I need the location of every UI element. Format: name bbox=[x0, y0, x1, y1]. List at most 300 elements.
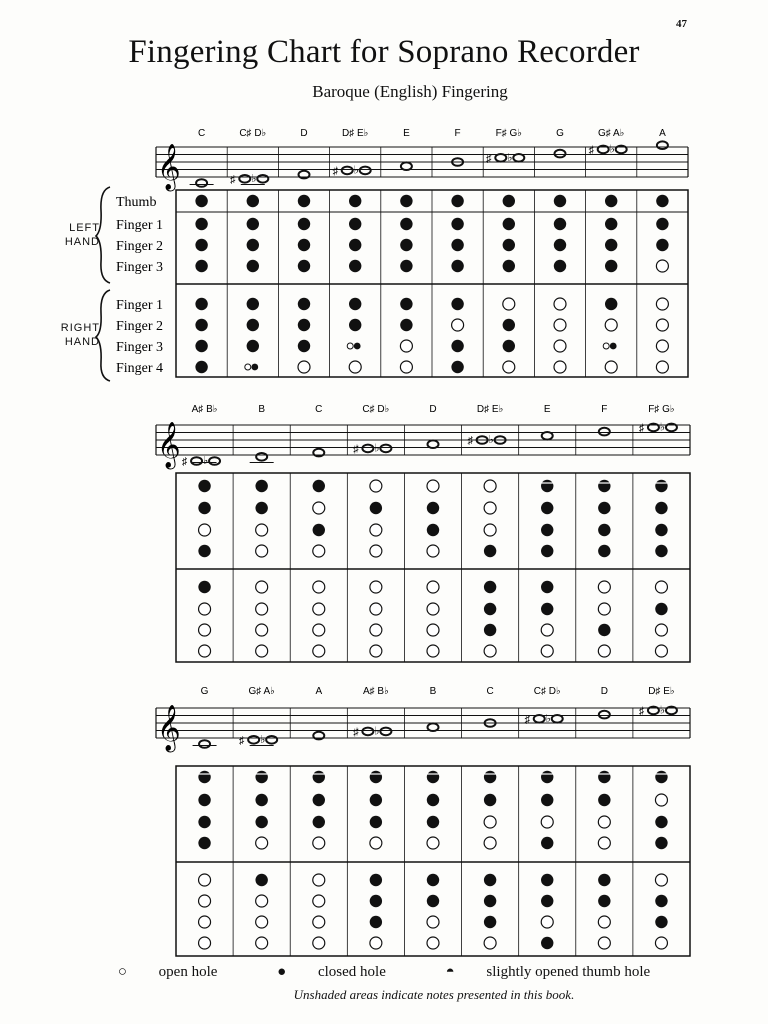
closed-hole bbox=[349, 195, 361, 207]
closed-hole bbox=[541, 581, 553, 593]
flat-sign: ♭ bbox=[545, 712, 551, 725]
half-open-thumb-hole bbox=[598, 480, 610, 492]
flat-sign: ♭ bbox=[353, 164, 359, 177]
closed-hole bbox=[255, 816, 267, 828]
open-hole bbox=[656, 340, 668, 352]
half-closed-hole bbox=[245, 364, 258, 371]
closed-hole bbox=[655, 895, 667, 907]
closed-hole bbox=[313, 816, 325, 828]
half-open-thumb-hole bbox=[655, 771, 667, 783]
sharp-sign: ♯ bbox=[638, 422, 645, 435]
open-hole bbox=[256, 581, 268, 593]
closed-hole bbox=[451, 195, 463, 207]
note-name: D♯ E♭ bbox=[648, 686, 675, 697]
closed-hole bbox=[298, 319, 310, 331]
row-label: Finger 2 bbox=[116, 239, 164, 254]
closed-hole bbox=[298, 340, 310, 352]
open-hole bbox=[313, 545, 325, 557]
whole-note bbox=[639, 704, 677, 717]
note-name: G bbox=[200, 686, 209, 697]
closed-hole bbox=[554, 195, 566, 207]
open-hole bbox=[598, 581, 610, 593]
closed-hole bbox=[655, 524, 667, 536]
closed-hole bbox=[598, 874, 610, 886]
closed-hole bbox=[598, 624, 610, 636]
closed-hole bbox=[247, 218, 259, 230]
open-hole bbox=[554, 319, 566, 331]
closed-hole bbox=[598, 895, 610, 907]
half-open-thumb-hole bbox=[198, 771, 210, 783]
note-name: G♯ A♭ bbox=[248, 686, 275, 697]
page-title: Fingering Chart for Soprano Recorder bbox=[128, 34, 640, 70]
open-hole bbox=[370, 524, 382, 536]
legend-open: ○ open hole bbox=[117, 964, 218, 980]
closed-hole bbox=[451, 361, 463, 373]
closed-hole bbox=[370, 895, 382, 907]
open-hole bbox=[605, 319, 617, 331]
sharp-sign: ♯ bbox=[230, 173, 236, 186]
closed-hole bbox=[400, 319, 412, 331]
open-hole bbox=[655, 794, 667, 806]
closed-hole bbox=[247, 239, 259, 251]
closed-hole bbox=[503, 195, 515, 207]
treble-clef-icon: 𝄞 bbox=[157, 422, 181, 468]
closed-hole bbox=[247, 340, 259, 352]
open-hole bbox=[503, 298, 515, 310]
closed-hole bbox=[598, 545, 610, 557]
open-hole bbox=[370, 837, 382, 849]
closed-hole bbox=[313, 794, 325, 806]
flat-sign: ♭ bbox=[374, 725, 380, 738]
page-subtitle: Baroque (English) Fingering bbox=[312, 82, 508, 101]
row-label: Thumb bbox=[116, 195, 157, 210]
closed-hole bbox=[427, 794, 439, 806]
flat-sign: ♭ bbox=[260, 733, 266, 746]
closed-hole bbox=[598, 502, 610, 514]
open-hole bbox=[256, 837, 268, 849]
open-hole bbox=[256, 895, 268, 907]
open-hole bbox=[484, 524, 496, 536]
closed-hole bbox=[554, 260, 566, 272]
whole-note bbox=[313, 449, 324, 457]
half-open-thumb-hole bbox=[541, 480, 553, 492]
whole-note bbox=[182, 455, 220, 468]
closed-hole bbox=[484, 603, 496, 615]
open-hole bbox=[313, 624, 325, 636]
row-label: Finger 1 bbox=[116, 298, 164, 313]
closed-hole bbox=[195, 340, 207, 352]
sharp-sign: ♯ bbox=[524, 713, 530, 726]
open-hole bbox=[427, 545, 439, 557]
closed-hole bbox=[451, 340, 463, 352]
whole-note bbox=[486, 152, 524, 165]
closed-hole bbox=[541, 895, 553, 907]
closed-hole bbox=[484, 874, 496, 886]
open-hole bbox=[400, 340, 412, 352]
closed-hole bbox=[298, 239, 310, 251]
closed-hole bbox=[198, 502, 210, 514]
note-name: F bbox=[454, 128, 461, 139]
note-name: A bbox=[659, 128, 666, 139]
closed-hole bbox=[541, 524, 553, 536]
closed-hole bbox=[605, 195, 617, 207]
open-hole bbox=[370, 603, 382, 615]
closed-hole bbox=[598, 524, 610, 536]
open-hole bbox=[199, 524, 211, 536]
open-hole bbox=[541, 816, 553, 828]
open-hole bbox=[199, 874, 211, 886]
fingering-grid bbox=[176, 766, 690, 956]
fingering-grid bbox=[176, 473, 690, 662]
row-label: Finger 4 bbox=[116, 361, 164, 376]
open-hole bbox=[370, 645, 382, 657]
sharp-sign: ♯ bbox=[353, 726, 359, 739]
row-label: Finger 1 bbox=[116, 218, 164, 233]
closed-hole bbox=[451, 239, 463, 251]
closed-hole bbox=[198, 581, 210, 593]
closed-hole bbox=[198, 816, 210, 828]
open-hole bbox=[655, 645, 667, 657]
closed-hole bbox=[370, 794, 382, 806]
open-hole bbox=[452, 319, 464, 331]
closed-hole bbox=[247, 298, 259, 310]
note-name: C♯ D♭ bbox=[362, 404, 390, 415]
flat-sign: ♭ bbox=[202, 455, 209, 467]
open-hole bbox=[427, 480, 439, 492]
whole-note bbox=[313, 732, 324, 740]
flat-sign: ♭ bbox=[251, 172, 257, 185]
open-hole bbox=[199, 624, 211, 636]
note-name: F bbox=[601, 404, 608, 415]
open-hole bbox=[256, 603, 268, 615]
half-open-thumb-hole bbox=[427, 771, 439, 783]
closed-hole bbox=[195, 260, 207, 272]
closed-hole bbox=[298, 218, 310, 230]
music-staff bbox=[156, 422, 690, 470]
closed-hole bbox=[298, 298, 310, 310]
closed-hole bbox=[198, 480, 210, 492]
whole-note bbox=[332, 164, 370, 177]
closed-hole bbox=[400, 218, 412, 230]
closed-hole bbox=[484, 916, 496, 928]
note-name: D bbox=[429, 404, 437, 415]
closed-hole bbox=[554, 218, 566, 230]
closed-hole bbox=[255, 502, 267, 514]
open-hole bbox=[484, 502, 496, 514]
closed-hole bbox=[427, 895, 439, 907]
open-hole bbox=[313, 502, 325, 514]
whole-note bbox=[428, 440, 439, 448]
open-hole bbox=[605, 361, 617, 373]
note-name: C bbox=[486, 686, 494, 697]
whole-note bbox=[555, 150, 566, 158]
closed-hole bbox=[195, 195, 207, 207]
half-open-thumb-hole bbox=[370, 771, 382, 783]
open-hole bbox=[427, 603, 439, 615]
note-name: C bbox=[197, 128, 206, 139]
open-hole bbox=[427, 937, 439, 949]
footnote: Unshaded areas indicate notes presented in this book. bbox=[293, 987, 575, 1002]
open-hole bbox=[313, 837, 325, 849]
closed-hole bbox=[541, 502, 553, 514]
open-hole bbox=[484, 645, 496, 657]
closed-hole bbox=[427, 502, 439, 514]
note-name: D bbox=[300, 128, 308, 139]
half-open-thumb-hole bbox=[598, 771, 610, 783]
note-name: F♯ G♭ bbox=[495, 128, 522, 139]
note-name: G♯ A♭ bbox=[597, 128, 625, 139]
whole-note bbox=[353, 725, 391, 738]
closed-hole bbox=[484, 794, 496, 806]
whole-note bbox=[428, 723, 439, 731]
closed-hole bbox=[451, 298, 463, 310]
open-hole bbox=[199, 895, 211, 907]
open-hole bbox=[313, 603, 325, 615]
closed-hole bbox=[198, 794, 210, 806]
note-name: B bbox=[258, 404, 266, 415]
flat-sign: ♭ bbox=[659, 421, 666, 434]
closed-hole bbox=[427, 874, 439, 886]
whole-note bbox=[353, 442, 391, 455]
whole-note bbox=[250, 453, 274, 463]
sharp-sign: ♯ bbox=[486, 152, 492, 165]
half-open-thumb-hole bbox=[484, 771, 496, 783]
open-hole bbox=[598, 837, 610, 849]
whole-note bbox=[467, 434, 505, 447]
page-number: 47 bbox=[676, 18, 687, 30]
closed-hole bbox=[484, 895, 496, 907]
note-name: E bbox=[403, 128, 410, 139]
flat-sign: ♭ bbox=[659, 704, 666, 717]
closed-hole bbox=[400, 260, 412, 272]
open-hole bbox=[598, 816, 610, 828]
open-hole bbox=[598, 603, 610, 615]
open-hole bbox=[256, 545, 268, 557]
closed-hole bbox=[349, 239, 361, 251]
half-open-thumb-hole bbox=[313, 771, 325, 783]
open-hole bbox=[554, 340, 566, 352]
open-hole bbox=[655, 874, 667, 886]
closed-hole bbox=[400, 239, 412, 251]
closed-hole bbox=[298, 260, 310, 272]
note-name: C bbox=[315, 404, 323, 415]
closed-hole bbox=[655, 916, 667, 928]
treble-clef-icon: 𝄞 bbox=[157, 144, 181, 190]
closed-hole bbox=[255, 794, 267, 806]
whole-note bbox=[239, 734, 277, 747]
legend-half: ◓ slightly opened thumb hole bbox=[445, 964, 651, 980]
closed-hole bbox=[503, 218, 515, 230]
open-hole bbox=[370, 581, 382, 593]
closed-hole bbox=[349, 260, 361, 272]
legend-closed: ● closed hole bbox=[277, 964, 386, 980]
open-hole bbox=[656, 260, 668, 272]
closed-hole bbox=[656, 218, 668, 230]
sharp-sign: ♯ bbox=[467, 435, 473, 447]
whole-note bbox=[657, 141, 668, 149]
closed-hole bbox=[400, 195, 412, 207]
legend bbox=[0, 964, 768, 981]
sharp-sign: ♯ bbox=[638, 705, 645, 718]
fingering-grid bbox=[176, 190, 688, 377]
note-name: C♯ D♭ bbox=[533, 686, 561, 697]
open-hole bbox=[598, 937, 610, 949]
closed-hole bbox=[255, 874, 267, 886]
open-hole bbox=[656, 319, 668, 331]
whole-note bbox=[599, 711, 610, 719]
closed-hole bbox=[298, 195, 310, 207]
closed-hole bbox=[541, 794, 553, 806]
closed-hole bbox=[605, 260, 617, 272]
note-name: D bbox=[600, 686, 608, 697]
note-name: E bbox=[543, 404, 551, 415]
open-hole bbox=[427, 916, 439, 928]
half-closed-hole bbox=[603, 343, 616, 350]
open-hole bbox=[199, 645, 211, 657]
note-name: G bbox=[556, 128, 564, 139]
open-hole bbox=[427, 624, 439, 636]
closed-hole bbox=[198, 837, 210, 849]
sharp-sign: ♯ bbox=[353, 443, 359, 456]
sharp-sign: ♯ bbox=[588, 144, 594, 157]
sharp-sign: ♯ bbox=[332, 165, 338, 178]
closed-hole bbox=[503, 239, 515, 251]
open-hole bbox=[370, 937, 382, 949]
open-hole bbox=[541, 916, 553, 928]
whole-note bbox=[599, 428, 610, 436]
closed-hole bbox=[349, 298, 361, 310]
closed-hole bbox=[195, 319, 207, 331]
closed-hole bbox=[655, 545, 667, 557]
closed-hole bbox=[451, 260, 463, 272]
whole-note bbox=[542, 432, 553, 440]
open-hole bbox=[256, 624, 268, 636]
closed-hole bbox=[247, 319, 259, 331]
open-hole bbox=[598, 916, 610, 928]
half-open-thumb-hole bbox=[541, 771, 553, 783]
closed-hole bbox=[195, 361, 207, 373]
closed-hole bbox=[605, 218, 617, 230]
open-hole bbox=[256, 937, 268, 949]
closed-hole bbox=[427, 524, 439, 536]
whole-note bbox=[230, 173, 268, 186]
closed-hole bbox=[313, 524, 325, 536]
open-hole bbox=[370, 545, 382, 557]
row-label: Finger 2 bbox=[116, 319, 164, 334]
sharp-sign: ♯ bbox=[181, 456, 188, 468]
closed-hole bbox=[541, 837, 553, 849]
half-closed-hole bbox=[347, 343, 360, 350]
closed-hole bbox=[370, 816, 382, 828]
closed-hole bbox=[313, 480, 325, 492]
closed-hole bbox=[451, 218, 463, 230]
whole-note bbox=[299, 171, 310, 179]
closed-hole bbox=[655, 502, 667, 514]
flat-sign: ♭ bbox=[507, 151, 513, 164]
note-name: F♯ G♭ bbox=[648, 404, 675, 415]
music-staff bbox=[156, 144, 688, 192]
row-label: Finger 3 bbox=[116, 340, 164, 355]
left-hand-label: LEFT HAND bbox=[64, 222, 100, 248]
closed-hole bbox=[655, 816, 667, 828]
closed-hole bbox=[484, 624, 496, 636]
closed-hole bbox=[554, 239, 566, 251]
note-name: D♯ E♭ bbox=[342, 128, 369, 139]
open-hole bbox=[400, 361, 412, 373]
note-name: A♯ B♭ bbox=[191, 404, 218, 415]
open-hole bbox=[256, 916, 268, 928]
closed-hole bbox=[503, 260, 515, 272]
open-hole bbox=[484, 816, 496, 828]
right-hand-brace bbox=[96, 290, 110, 381]
closed-hole bbox=[655, 603, 667, 615]
open-hole bbox=[427, 645, 439, 657]
closed-hole bbox=[195, 218, 207, 230]
open-hole bbox=[655, 581, 667, 593]
whole-note bbox=[639, 421, 677, 434]
half-open-thumb-hole bbox=[255, 771, 267, 783]
open-hole bbox=[313, 916, 325, 928]
open-hole bbox=[427, 581, 439, 593]
open-hole bbox=[199, 937, 211, 949]
open-hole bbox=[484, 837, 496, 849]
music-staff bbox=[156, 705, 690, 753]
whole-note bbox=[588, 143, 626, 156]
closed-hole bbox=[247, 195, 259, 207]
open-hole bbox=[256, 645, 268, 657]
open-hole bbox=[554, 361, 566, 373]
whole-note bbox=[401, 162, 412, 170]
closed-hole bbox=[370, 916, 382, 928]
closed-hole bbox=[349, 218, 361, 230]
closed-hole bbox=[541, 874, 553, 886]
closed-hole bbox=[605, 239, 617, 251]
closed-hole bbox=[427, 816, 439, 828]
open-hole bbox=[298, 361, 310, 373]
closed-hole bbox=[484, 545, 496, 557]
closed-hole bbox=[349, 319, 361, 331]
flat-sign: ♭ bbox=[374, 442, 380, 455]
open-hole bbox=[349, 361, 361, 373]
closed-hole bbox=[541, 545, 553, 557]
closed-hole bbox=[400, 298, 412, 310]
open-hole bbox=[656, 361, 668, 373]
closed-hole bbox=[605, 298, 617, 310]
whole-note bbox=[524, 713, 562, 726]
open-hole bbox=[199, 916, 211, 928]
sharp-sign: ♯ bbox=[238, 734, 245, 747]
open-hole bbox=[370, 624, 382, 636]
half-open-thumb-hole bbox=[655, 480, 667, 492]
whole-note bbox=[452, 158, 463, 166]
note-name: B bbox=[429, 686, 437, 697]
row-label: Finger 3 bbox=[116, 260, 164, 275]
open-hole bbox=[313, 895, 325, 907]
closed-hole bbox=[598, 794, 610, 806]
open-hole bbox=[656, 298, 668, 310]
open-hole bbox=[503, 361, 515, 373]
closed-hole bbox=[195, 239, 207, 251]
note-name: A♯ B♭ bbox=[362, 686, 389, 697]
note-name: D♯ E♭ bbox=[476, 404, 504, 415]
note-name: C♯ D♭ bbox=[239, 128, 267, 139]
treble-clef-icon: 𝄞 bbox=[157, 705, 181, 751]
closed-hole bbox=[541, 937, 553, 949]
open-hole bbox=[655, 937, 667, 949]
open-hole bbox=[313, 937, 325, 949]
open-hole bbox=[427, 837, 439, 849]
open-hole bbox=[313, 581, 325, 593]
